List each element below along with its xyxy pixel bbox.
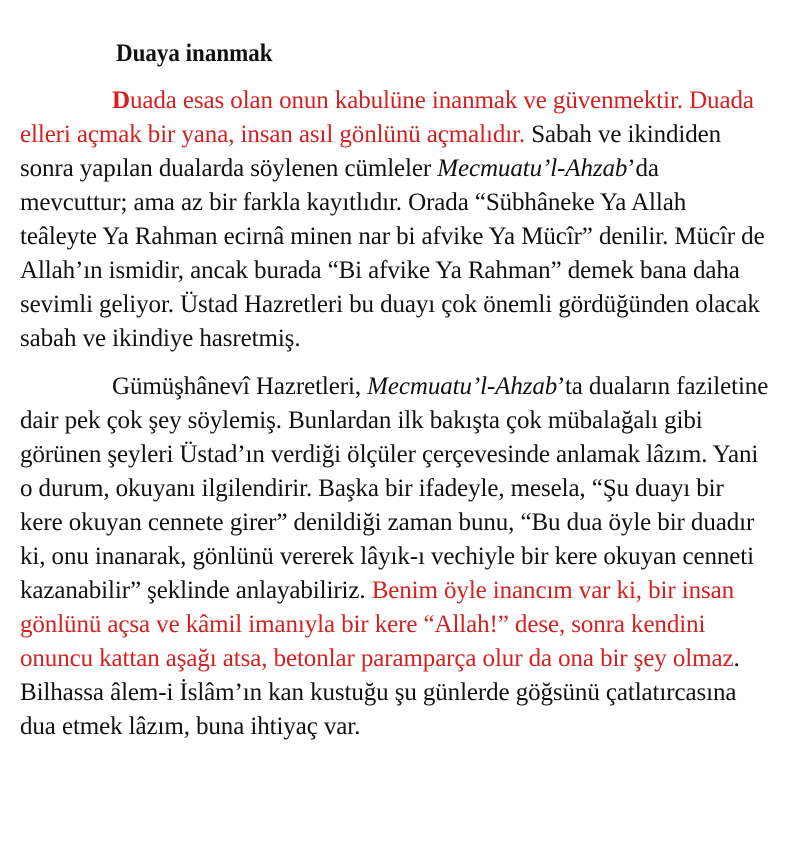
text-line [20,642,778,676]
text-line [20,118,778,152]
text-segment: Allah’ın ismidir, ancak burada “Bi afvike Ya Rahman” demek bana daha [20,257,740,284]
text-segment: ’ta duaların faziletine [557,373,769,400]
text-line [20,288,778,322]
text-segment: sevimli geliyor. Üstad Hazretleri bu duayı çok önemli gördüğünden olacak [20,291,760,318]
text-line [20,404,778,438]
paragraph-1 [20,84,778,356]
drop-cap: D [112,87,130,114]
text-segment: o durum, okuyanı ilgilendirir. Başka bir ifadeyle, mesela, “Şu duayı bir [20,475,724,502]
text-line [20,186,778,220]
text-line [20,540,778,574]
text-line [20,472,778,506]
text-line [20,84,778,118]
paragraph-2 [20,370,778,744]
text-line [20,370,778,404]
highlighted-text: gönlünü açsa ve kâmil imanıyla bir kere “Allah!” dese, sonra kendini [20,611,706,638]
highlighted-text: Benim öyle inancım var ki, bir insan [371,577,734,604]
text-segment: mevcuttur; ama az bir farkla kayıtlıdır. Orada “Sübhâneke Ya Allah [20,189,687,216]
text-line [20,710,778,744]
highlighted-text: uada esas olan onun kabulüne inanmak ve güvenmektir. Duada [129,87,754,114]
text-segment: Gümüşhânevî Hazretleri, [112,373,368,400]
text-segment: kere okuyan cennete girer” denildiği zaman bunu, “Bu dua öyle bir duadır [20,509,755,536]
text-segment: Sabah ve ikindiden [525,121,722,148]
book-title: Mecmuatu’l-Ahzab [367,373,558,400]
text-segment: . [733,645,740,672]
text-segment: ’da [627,155,659,182]
text-line [20,506,778,540]
text-line [20,676,778,710]
text-segment: teâleyte Ya Rahman ecirnâ minen nar bi afvike Ya Mücîr” denilir. Mücîr de [20,223,765,250]
section-heading: Duaya inanmak [116,40,273,67]
text-segment: sabah ve ikindiye hasretmiş. [20,325,301,352]
text-line [20,574,778,608]
text-line [20,254,778,288]
text-line [20,438,778,472]
text-line [20,608,778,642]
book-title: Mecmuatu’l-Ahzab [437,155,628,182]
text-line [20,220,778,254]
text-segment: sonra yapılan dualarda söylenen cümleler [20,155,438,182]
highlighted-text: onuncu kattan aşağı atsa, betonlar paramparça olur da ona bir şey olmaz [20,645,734,672]
text-segment: kazanabilir” şeklinde anlayabiliriz. [20,577,372,604]
text-segment: görünen şeyleri Üstad’ın verdiği ölçüler çerçevesinde anlamak lâzım. Yani [20,441,759,468]
text-segment: dair pek çok şey söylemiş. Bunlardan ilk bakışta çok mübalağalı gibi [20,407,703,434]
text-line [20,322,778,356]
text-line [20,152,778,186]
text-segment: dua etmek lâzım, buna ihtiyaç var. [20,713,361,740]
text-segment: ki, onu inanarak, gönlünü vererek lâyık-ı vechiyle bir kere okuyan cenneti [20,543,754,570]
text-segment: Bilhassa âlem-i İslâm’ın kan kustuğu şu günlerde göğsünü çatlatırcasına [20,679,737,706]
highlighted-text: elleri açmak bir yana, insan asıl gönlünü açmalıdır. [20,121,526,148]
